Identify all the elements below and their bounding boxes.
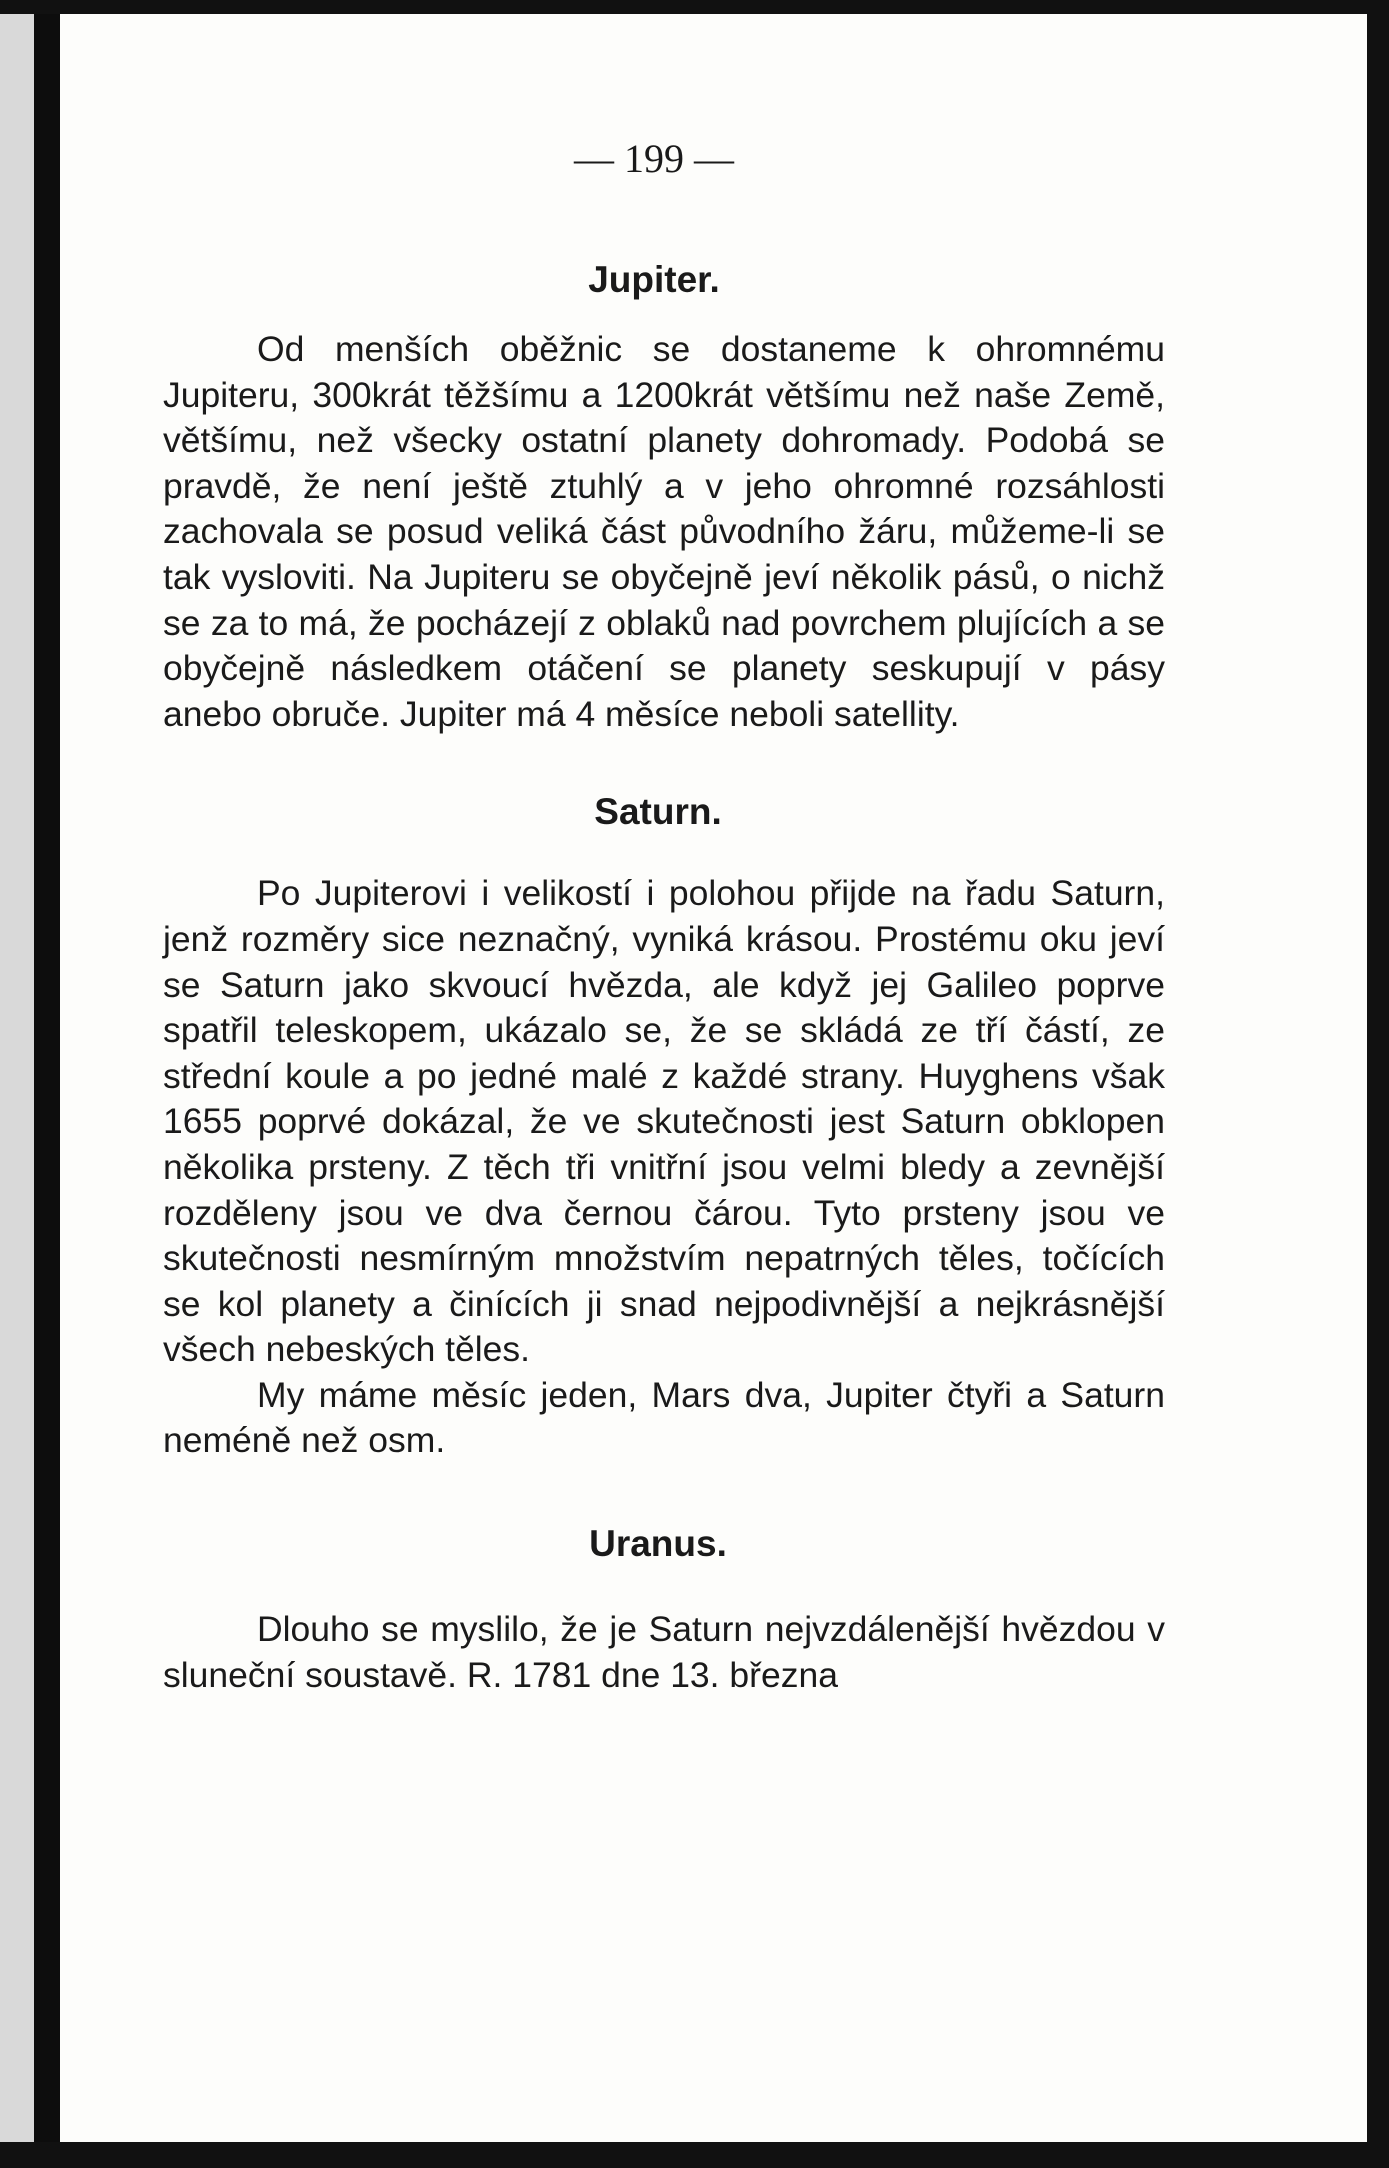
scan-margin-left: [0, 0, 34, 2168]
book-page: [60, 14, 1367, 2142]
scan-binding-edge: [34, 0, 60, 2168]
paragraph-uranus: Dlouho se myslilo, že je Saturn nejvzdálenější hvězdou v sluneční soustavě. R. 1781 dne 13. března: [163, 1609, 1165, 1695]
scan-border-top: [0, 0, 1389, 14]
section-heading-saturn: Saturn.: [594, 791, 722, 833]
page-number: — 199 —: [574, 136, 734, 181]
scan-border-right: [1367, 0, 1389, 2168]
section-uranus: [163, 1519, 1165, 1698]
section-heading-jupiter: Jupiter.: [588, 259, 720, 300]
paragraph-jupiter: Od menších oběžnic se dostaneme k ohromnému Jupiteru, 300krát těžšímu a 1200krát většímu než naše Země, většímu, než všecky ostatní planety dohromady. Podobá se pravdě, že není ještě ztuhlý a v jeho ohromné rozsáhlosti zachovala se posud veliká část původního žáru, můžeme-li se tak vysloviti. Na Jupiteru se obyčejně jeví několik pásů, o nichž se za to má, že pocházejí z oblaků nad povrchem plujících a se obyčejně následkem otáčení se planety seskupují v pásy anebo obruče. Jupiter má 4 měsíce neboli satellity.: [163, 329, 1165, 734]
section-saturn: [163, 787, 1165, 1464]
page-content: [163, 134, 1165, 1698]
scan-border-bottom: [0, 2142, 1389, 2168]
section-jupiter: [163, 255, 1165, 737]
section-heading-uranus: Uranus.: [589, 1523, 727, 1565]
paragraph-saturn-rings: Po Jupiterovi i velikostí i polohou přijde na řadu Saturn, jenž rozměry sice neznačný, vyniká krásou. Prostému oku jeví se Saturn jako skvoucí hvězda, ale když jej Galileo poprve spatřil teleskopem, ukázalo se, že se skládá ze tří částí, ze střední koule a po jedné malé z každé strany. Huyghens však 1655 poprvé dokázal, že ve skutečnosti jest Saturn obklopen několika prsteny. Z těch tři vnitřní jsou velmi bledy a zevnější rozděleny jsou ve dva černou čárou. Tyto prsteny jsou ve skutečnosti nesmírným množstvím nepatrných těles, točících se kol planety a činících ji snad nejpodivnější a nejkrásnější všech nebeských těles.: [163, 873, 1165, 1370]
paragraph-saturn-moons: My máme měsíc jeden, Mars dva, Jupiter čtyři a Saturn neméně než osm.: [163, 1374, 1165, 1461]
